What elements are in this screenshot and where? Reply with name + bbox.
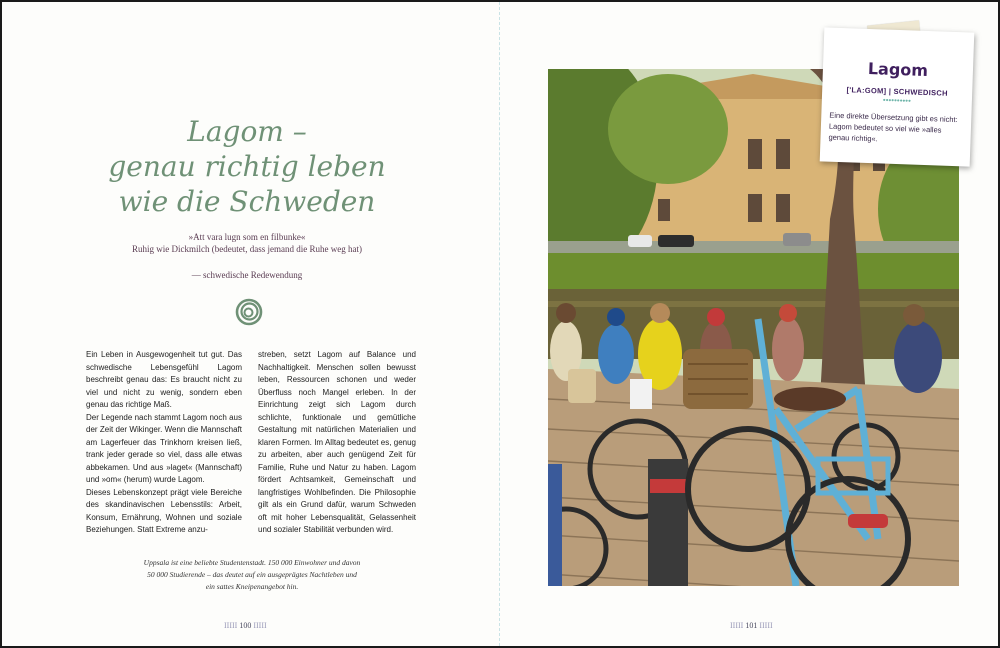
folio-ornament: IIIII — [224, 621, 238, 630]
paragraph: Der Legende nach stammt Lagom noch aus der Zeit der Wikinger. Wenn die Mannschaft am Lagerfeuer das Trinkhorn kreisen ließ, trank jeder gerade so viel, dass alle etwas abbekamen. Und aus »laget« (Mannschaft) und »om« (herum) wurde Lagom. — [86, 412, 242, 484]
quote-translation: Ruhig wie Dickmilch (bedeutet, dass jemand die Ruhe weg hat) — [132, 244, 362, 254]
swirl-ornament-icon — [234, 297, 264, 327]
title-line-1: Lagom – — [187, 115, 307, 148]
paragraph: Dieses Lebenskonzept prägt viele Bereiche des skandinavischen Lebensstils: Arbeit, Konsum, Ernährung, Wohnen und soziale Beziehungen. Statt Extreme anzu- — [86, 487, 242, 534]
quote-source: — schwedische Redewendung — [191, 270, 303, 280]
card-pronunciation: ['LA:GOM] | SCHWEDISCH — [846, 85, 948, 98]
glossary-card — [820, 27, 975, 166]
body-column-2 — [258, 349, 416, 537]
chapter-title — [102, 114, 392, 219]
page-number-right — [730, 621, 773, 630]
card-text: Eine direkte Übersetzung gibt es nicht: Lagom bedeutet so viel wie »alles genau richtig«. — [828, 110, 958, 144]
photo-caption — [102, 557, 402, 593]
card-divider: •••••••••• — [882, 95, 912, 106]
caption-line: ein sattes Kneipenangebot hin. — [205, 582, 299, 591]
paragraph: streben, setzt Lagom auf Balance und Nachhaltigkeit. Menschen sollen bewusst leben, Ressourcen schonen und weder Überfluss noch Mangel erleben. In der Einrichtung zeigt sich Lagom durch schlichte, funktionale und gemütliche Gestaltung mit natürlichen Materialien und klaren Formen. Im Alltag bedeutet es, genug zu arbeiten, aber auch genügend Zeit für Familie, Ruhe und Natur zu haben. Lagom fördert Achtsamkeit, Gemeinschaft und langfristiges Wohlbefinden. Die Philosophie gilt als ein Grund dafür, warum Schweden oft mit hoher Lebensqualität, Gelassenheit und sozialer Stabilität verbunden wird. — [258, 350, 416, 534]
folio-ornament: IIIII — [759, 621, 773, 630]
page-number: 100 — [239, 621, 252, 630]
caption-line: Uppsala ist eine beliebte Studentenstadt. 150 000 Einwohner und davon — [143, 558, 361, 567]
caption-line: 50 000 Studierende – das deutet auf ein ausgeprägtes Nachtleben und — [147, 570, 357, 579]
quote-original: »Att vara lugn som en filbunke« — [188, 232, 306, 242]
right-page — [500, 2, 998, 646]
paragraph: Ein Leben in Ausgewogenheit tut gut. Das schwedische Lebensgefühl Lagom beschreibt genau das: Es braucht nicht zu viel und nicht zu wenig, sondern eben genau das richtige Maß. — [86, 350, 242, 409]
left-page — [2, 2, 499, 646]
folio-ornament: IIIII — [253, 621, 267, 630]
body-column-1 — [86, 349, 242, 537]
folio-ornament: IIIII — [730, 621, 744, 630]
page-number: 101 — [745, 621, 758, 630]
title-line-3: wie die Schweden — [118, 185, 376, 218]
page-number-left — [224, 621, 267, 630]
title-line-2: genau richtig leben — [108, 150, 386, 183]
card-title: Lagom — [867, 58, 929, 81]
